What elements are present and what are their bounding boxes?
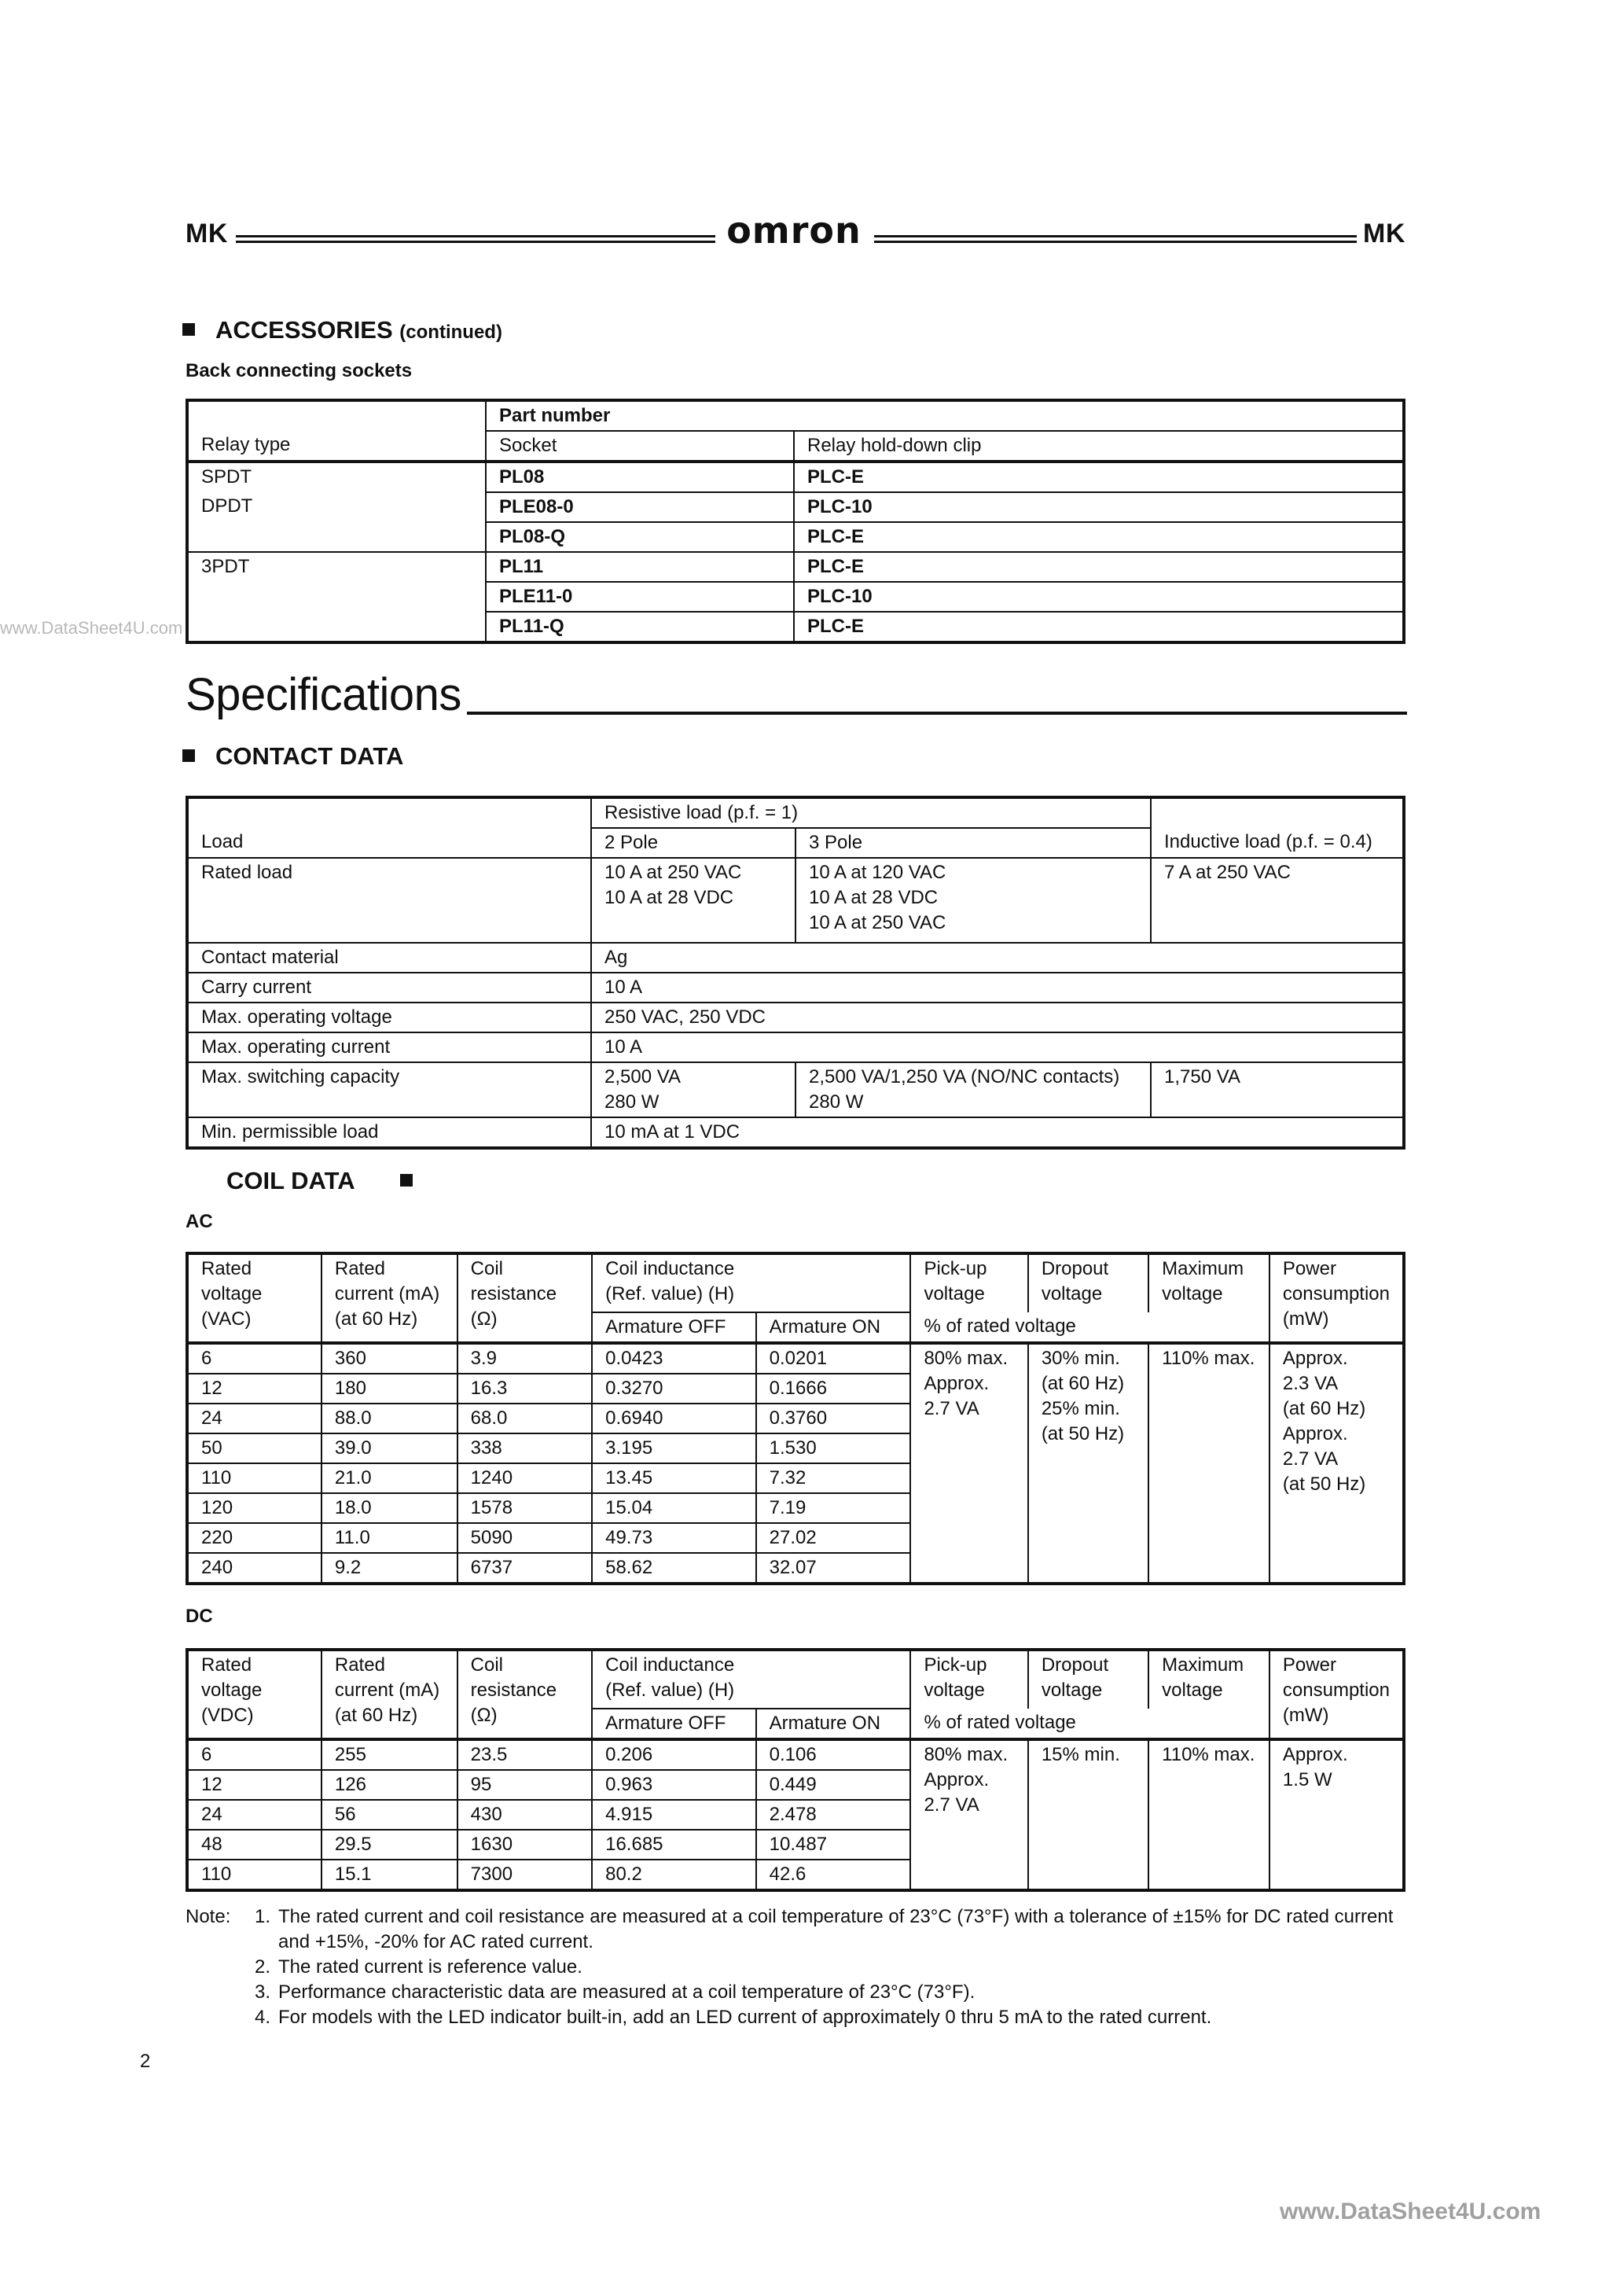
- cell: 15.1: [321, 1860, 457, 1890]
- table-row: [187, 462, 1404, 492]
- cell: 220: [187, 1523, 321, 1553]
- contact-header-3pole: 3 Pole: [795, 828, 1151, 858]
- bullet-square-icon: [182, 749, 195, 762]
- cell: 56: [321, 1800, 457, 1830]
- header-line: (at 60 Hz): [334, 1308, 418, 1330]
- header-line: current (mA): [334, 1283, 440, 1304]
- cell: 58.62: [592, 1553, 756, 1584]
- cell: 10.487: [756, 1830, 911, 1860]
- ac-max-cell: 110% max.: [1148, 1343, 1269, 1584]
- header-rule-left: [236, 235, 715, 243]
- watermark-right: www.DataSheet4U.com: [1280, 2198, 1541, 2224]
- dc-header-voltage: [187, 1650, 321, 1739]
- note-label: Note:: [186, 1906, 231, 1927]
- notes: [186, 1904, 1412, 2030]
- value-line: 280 W: [809, 1091, 864, 1113]
- dc-header-arm-off: Armature OFF: [592, 1709, 756, 1739]
- value-line: 10 A at 250 VAC: [604, 862, 742, 883]
- coil-ac-table: [186, 1252, 1405, 1585]
- value-line: 2.3 VA: [1282, 1373, 1339, 1394]
- value-line: 10 A at 28 VDC: [809, 887, 939, 908]
- rated-load-3pole: [795, 858, 1151, 943]
- header-line: resistance: [470, 1680, 557, 1701]
- contact-data-table: [186, 796, 1405, 1150]
- cell: 11.0: [321, 1523, 457, 1553]
- table-row: [187, 612, 1404, 642]
- accessories-title: ACCESSORIES: [215, 316, 393, 344]
- header-line: (VDC): [201, 1705, 254, 1726]
- cell: 430: [457, 1800, 592, 1830]
- relay-type-cell: [187, 612, 486, 642]
- note-number: 3.: [254, 1981, 270, 2003]
- cell: 0.0423: [592, 1343, 756, 1374]
- value-line: 2.7 VA: [924, 1398, 979, 1419]
- note-item: [186, 1955, 1412, 1980]
- cell: 0.0201: [756, 1343, 911, 1374]
- dc-header-arm-on: Armature ON: [756, 1709, 911, 1739]
- sockets-header-clip: Relay hold-down clip: [794, 431, 1404, 462]
- contact-header-inductive: Inductive load (p.f. = 0.4): [1151, 828, 1404, 858]
- value-line: Approx.: [1282, 1423, 1348, 1444]
- cell: 1240: [457, 1463, 592, 1493]
- table-row: [187, 1003, 1404, 1032]
- table-row: [187, 582, 1404, 612]
- ac-header-arm-on: Armature ON: [756, 1312, 911, 1343]
- dc-header-pct: % of rated voltage: [910, 1709, 1269, 1739]
- table-row: [187, 1117, 1404, 1148]
- page-number: 2: [140, 2051, 151, 2072]
- cell: 16.685: [592, 1830, 756, 1860]
- cell: 5090: [457, 1523, 592, 1553]
- ac-header-resistance: [457, 1253, 592, 1343]
- cell: 80.2: [592, 1860, 756, 1890]
- clip-cell: PLC-10: [794, 582, 1404, 612]
- cell: 42.6: [756, 1860, 911, 1890]
- value-line: 10 A at 250 VAC: [809, 912, 946, 933]
- contact-header-load: Load: [187, 828, 591, 858]
- max-voltage-value: 250 VAC, 250 VDC: [591, 1003, 1404, 1032]
- header-rule-right: [874, 235, 1357, 243]
- cell: 6: [187, 1739, 321, 1770]
- cell: 6: [187, 1343, 321, 1374]
- header-line: (Ref. value) (H): [605, 1283, 735, 1304]
- header-line: voltage: [1162, 1680, 1223, 1701]
- bullet-square-icon: [182, 323, 195, 336]
- cell: 15.04: [592, 1493, 756, 1523]
- contact-header-resistive: Resistive load (p.f. = 1): [591, 797, 1151, 828]
- contact-header-blank: [187, 797, 591, 828]
- ac-header-power: [1269, 1253, 1404, 1343]
- rated-load-2pole: [591, 858, 795, 943]
- cell: 126: [321, 1770, 457, 1800]
- clip-cell: PLC-E: [794, 522, 1404, 552]
- value-line: (at 50 Hz): [1041, 1423, 1125, 1444]
- accessories-heading: [182, 316, 502, 344]
- socket-cell: PLE11-0: [486, 582, 794, 612]
- coil-data-heading: [226, 1167, 413, 1195]
- header-line: Coil: [470, 1654, 503, 1676]
- header-line: Dropout: [1041, 1654, 1109, 1676]
- header-line: Coil inductance: [605, 1654, 735, 1676]
- sockets-header-relay-type: Relay type: [187, 431, 486, 462]
- table-row: [187, 1032, 1404, 1062]
- cell: 32.07: [756, 1553, 911, 1584]
- cell: 13.45: [592, 1463, 756, 1493]
- note-text: For models with the LED indicator built-in, add an LED current of approximately 0 thru 5 mA to the rated current.: [278, 2007, 1212, 2028]
- table-row: [187, 1343, 1404, 1374]
- dc-header-pickup: [910, 1650, 1027, 1709]
- socket-cell: PL08-Q: [486, 522, 794, 552]
- note-text: The rated current and coil resistance are measured at a coil temperature of 23°C (73°F) with a tolerance of ±15% for DC rated current and +15%, -20% for AC rated current.: [278, 1906, 1394, 1952]
- cell: 1.530: [756, 1433, 911, 1463]
- value-line: Approx.: [924, 1769, 990, 1790]
- header-line: Rated: [201, 1258, 252, 1279]
- value-line: 10 A at 120 VAC: [809, 862, 946, 883]
- header-line: (VAC): [201, 1308, 252, 1330]
- cell: 23.5: [457, 1739, 592, 1770]
- header-line: Dropout: [1041, 1258, 1109, 1279]
- coil-data-title: COIL DATA: [226, 1167, 355, 1194]
- clip-cell: PLC-E: [794, 612, 1404, 642]
- relay-type-cell: SPDT: [187, 462, 486, 492]
- header-line: voltage: [201, 1283, 263, 1304]
- clip-cell: PLC-E: [794, 462, 1404, 492]
- dc-header-power: [1269, 1650, 1404, 1739]
- header-model-right: MK: [1363, 219, 1405, 248]
- carry-current-value: 10 A: [591, 973, 1404, 1003]
- header-line: Pick-up: [924, 1654, 987, 1676]
- clip-cell: PLC-10: [794, 492, 1404, 522]
- table-row: [187, 1062, 1404, 1117]
- header-line: voltage: [924, 1283, 985, 1304]
- header-line: (Ω): [470, 1308, 498, 1330]
- dc-power-cell: [1269, 1739, 1404, 1890]
- cell: 39.0: [321, 1433, 457, 1463]
- value-line: (at 60 Hz): [1041, 1373, 1125, 1394]
- min-load-label: Min. permissible load: [187, 1117, 591, 1148]
- bullet-square-icon: [400, 1174, 413, 1187]
- cell: 0.3270: [592, 1374, 756, 1404]
- clip-cell: PLC-E: [794, 552, 1404, 582]
- cell: 0.1666: [756, 1374, 911, 1404]
- ac-header-dropout: [1028, 1253, 1148, 1312]
- header-line: consumption: [1282, 1680, 1390, 1701]
- value-line: (at 50 Hz): [1282, 1474, 1366, 1495]
- cell: 1578: [457, 1493, 592, 1523]
- ac-header-arm-off: Armature OFF: [592, 1312, 756, 1343]
- ac-dropout-cell: [1028, 1343, 1148, 1584]
- cell: 24: [187, 1404, 321, 1433]
- dc-header-current: [321, 1650, 457, 1739]
- value-line: Approx.: [1282, 1348, 1348, 1369]
- header-line: Coil: [470, 1258, 503, 1279]
- contact-data-title: CONTACT DATA: [215, 742, 404, 770]
- relay-type-cell: [187, 522, 486, 552]
- ac-label: AC: [186, 1211, 213, 1232]
- accessories-title-suffix: (continued): [399, 322, 502, 343]
- dc-pickup-cell: [910, 1739, 1027, 1890]
- socket-cell: PLE08-0: [486, 492, 794, 522]
- cell: 7.19: [756, 1493, 911, 1523]
- header-line: (mW): [1282, 1705, 1329, 1726]
- table-row: [187, 858, 1404, 943]
- cell: 12: [187, 1374, 321, 1404]
- note-number: 1.: [254, 1906, 270, 1927]
- cell: 0.6940: [592, 1404, 756, 1433]
- header-line: resistance: [470, 1283, 557, 1304]
- header-line: Rated: [201, 1654, 252, 1676]
- value-line: Approx.: [924, 1373, 990, 1394]
- header-line: voltage: [201, 1680, 263, 1701]
- watermark-left: www.DataSheet4U.com: [0, 618, 183, 638]
- cell: 68.0: [457, 1404, 592, 1433]
- header-model-left: MK: [186, 219, 228, 248]
- cell: 110: [187, 1860, 321, 1890]
- contact-data-heading: [182, 742, 403, 771]
- max-switching-label: Max. switching capacity: [187, 1062, 591, 1117]
- value-line: (at 60 Hz): [1282, 1398, 1366, 1419]
- ac-header-max: [1148, 1253, 1269, 1312]
- max-current-label: Max. operating current: [187, 1032, 591, 1062]
- cell: 360: [321, 1343, 457, 1374]
- header-line: Power: [1282, 1654, 1336, 1676]
- value-line: 80% max.: [924, 1744, 1009, 1765]
- dc-header-resistance: [457, 1650, 592, 1739]
- omron-logo: omron: [726, 209, 862, 252]
- cell: 24: [187, 1800, 321, 1830]
- cell: 88.0: [321, 1404, 457, 1433]
- value-line: 25% min.: [1041, 1398, 1120, 1419]
- cell: 29.5: [321, 1830, 457, 1860]
- max-switching-inductive: 1,750 VA: [1151, 1062, 1404, 1117]
- relay-type-cell: 3PDT: [187, 552, 486, 582]
- cell: 50: [187, 1433, 321, 1463]
- value-line: 2,500 VA: [604, 1066, 681, 1087]
- cell: 120: [187, 1493, 321, 1523]
- header-line: current (mA): [334, 1680, 440, 1701]
- rated-load-label: Rated load: [187, 858, 591, 943]
- cell: 240: [187, 1553, 321, 1584]
- contact-header-blank: [1151, 797, 1404, 828]
- header-line: (Ω): [470, 1705, 498, 1726]
- value-line: 280 W: [604, 1091, 660, 1113]
- sockets-header-socket: Socket: [486, 431, 794, 462]
- cell: 9.2: [321, 1553, 457, 1584]
- sockets-header-part-number: Part number: [486, 400, 1404, 431]
- table-row: [187, 943, 1404, 973]
- header-line: (mW): [1282, 1308, 1329, 1330]
- header-line: voltage: [1041, 1283, 1103, 1304]
- rated-load-inductive: 7 A at 250 VAC: [1151, 858, 1404, 943]
- header-line: consumption: [1282, 1283, 1390, 1304]
- cell: 6737: [457, 1553, 592, 1584]
- header-line: Coil inductance: [605, 1258, 735, 1279]
- sockets-table: [186, 399, 1405, 644]
- max-switching-3pole: [795, 1062, 1151, 1117]
- table-row: [187, 522, 1404, 552]
- cell: 0.3760: [756, 1404, 911, 1433]
- specifications-rule: [467, 712, 1407, 715]
- value-line: 2.7 VA: [1282, 1448, 1339, 1470]
- dc-label: DC: [186, 1606, 213, 1627]
- cell: 0.449: [756, 1770, 911, 1800]
- cell: 48: [187, 1830, 321, 1860]
- header-line: voltage: [924, 1680, 985, 1701]
- cell: 2.478: [756, 1800, 911, 1830]
- value-line: 2.7 VA: [924, 1794, 979, 1816]
- socket-cell: PL11-Q: [486, 612, 794, 642]
- ac-header-current: [321, 1253, 457, 1343]
- sockets-header-blank: [187, 400, 486, 431]
- coil-dc-table: [186, 1648, 1405, 1892]
- note-label-spacer: [186, 1980, 239, 2005]
- note-item: [186, 1980, 1412, 2005]
- note-text: Performance characteristic data are measured at a coil temperature of 23°C (73°F).: [278, 1981, 976, 2003]
- header-line: Power: [1282, 1258, 1336, 1279]
- max-voltage-label: Max. operating voltage: [187, 1003, 591, 1032]
- cell: 255: [321, 1739, 457, 1770]
- dc-dropout-cell: 15% min.: [1028, 1739, 1148, 1890]
- value-line: 10 A at 28 VDC: [604, 887, 734, 908]
- header-line: (at 60 Hz): [334, 1705, 418, 1726]
- ac-header-inductance: [592, 1253, 910, 1312]
- specifications-title: Specifications: [186, 669, 461, 720]
- cell: 338: [457, 1433, 592, 1463]
- note-item: [186, 2005, 1412, 2030]
- note-label-spacer: [186, 1955, 239, 1980]
- cell: 110: [187, 1463, 321, 1493]
- note-number: 2.: [254, 1956, 270, 1978]
- table-row: [187, 492, 1404, 522]
- value-line: 1.5 W: [1282, 1769, 1332, 1790]
- cell: 95: [457, 1770, 592, 1800]
- cell: 49.73: [592, 1523, 756, 1553]
- cell: 27.02: [756, 1523, 911, 1553]
- contact-material-value: Ag: [591, 943, 1404, 973]
- note-number: 4.: [254, 2007, 270, 2028]
- value-line: 80% max.: [924, 1348, 1009, 1369]
- relay-type-cell: DPDT: [187, 492, 486, 522]
- value-line: 2,500 VA/1,250 VA (NO/NC contacts): [809, 1066, 1120, 1087]
- cell: 4.915: [592, 1800, 756, 1830]
- cell: 0.963: [592, 1770, 756, 1800]
- dc-header-inductance: [592, 1650, 910, 1709]
- contact-material-label: Contact material: [187, 943, 591, 973]
- carry-current-label: Carry current: [187, 973, 591, 1003]
- socket-cell: PL08: [486, 462, 794, 492]
- min-load-value: 10 mA at 1 VDC: [591, 1117, 1404, 1148]
- cell: 12: [187, 1770, 321, 1800]
- max-switching-2pole: [591, 1062, 795, 1117]
- table-row: [187, 1739, 1404, 1770]
- ac-power-cell: [1269, 1343, 1404, 1584]
- relay-type-cell: [187, 582, 486, 612]
- dc-max-cell: 110% max.: [1148, 1739, 1269, 1890]
- max-current-value: 10 A: [591, 1032, 1404, 1062]
- ac-header-pickup: [910, 1253, 1027, 1312]
- cell: 3.9: [457, 1343, 592, 1374]
- cell: 0.206: [592, 1739, 756, 1770]
- back-connecting-sockets-subtitle: Back connecting sockets: [186, 360, 413, 381]
- cell: 16.3: [457, 1374, 592, 1404]
- table-row: [187, 552, 1404, 582]
- cell: 3.195: [592, 1433, 756, 1463]
- table-row: [187, 973, 1404, 1003]
- cell: 21.0: [321, 1463, 457, 1493]
- header-line: Maximum: [1162, 1654, 1244, 1676]
- header-line: Pick-up: [924, 1258, 987, 1279]
- ac-pickup-cell: [910, 1343, 1027, 1584]
- note-item: [186, 1904, 1412, 1955]
- header-line: Rated: [334, 1654, 385, 1676]
- header-line: voltage: [1162, 1283, 1223, 1304]
- cell: 18.0: [321, 1493, 457, 1523]
- header-line: (Ref. value) (H): [605, 1680, 735, 1701]
- cell: 180: [321, 1374, 457, 1404]
- note-label-spacer: [186, 2005, 239, 2030]
- header-line: Rated: [334, 1258, 385, 1279]
- cell: 1630: [457, 1830, 592, 1860]
- note-text: The rated current is reference value.: [278, 1956, 582, 1978]
- cell: 7.32: [756, 1463, 911, 1493]
- contact-header-2pole: 2 Pole: [591, 828, 795, 858]
- value-line: Approx.: [1282, 1744, 1348, 1765]
- ac-header-voltage: [187, 1253, 321, 1343]
- value-line: 30% min.: [1041, 1348, 1120, 1369]
- cell: 0.106: [756, 1739, 911, 1770]
- header-line: voltage: [1041, 1680, 1103, 1701]
- header-line: Maximum: [1162, 1258, 1244, 1279]
- dc-header-dropout: [1028, 1650, 1148, 1709]
- dc-header-max: [1148, 1650, 1269, 1709]
- socket-cell: PL11: [486, 552, 794, 582]
- cell: 7300: [457, 1860, 592, 1890]
- ac-header-pct: % of rated voltage: [910, 1312, 1269, 1343]
